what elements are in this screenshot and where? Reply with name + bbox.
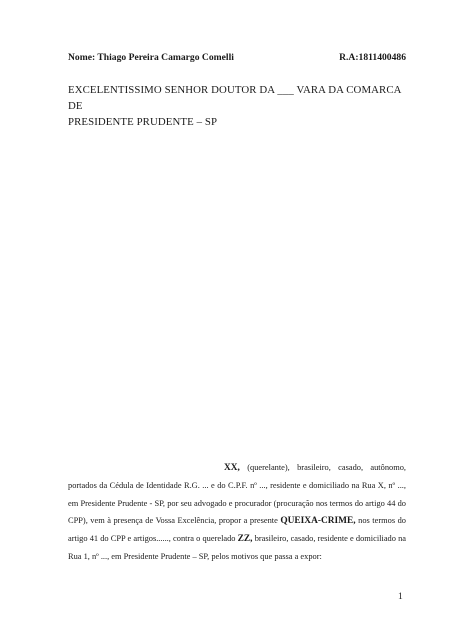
- plaintiff-name: XX,: [224, 463, 240, 473]
- student-ra: R.A:1811400486: [339, 52, 406, 63]
- document-header: [68, 52, 406, 63]
- court-addressing: [68, 82, 408, 130]
- author-name: Nome: Thiago Pereira Camargo Comelli: [68, 52, 234, 63]
- plaintiff-details: (querelante), brasileiro, casado, autônomo, portados da Cédula de Identidade R.G. ... e do C.P.F. nº ..., residente e domiciliado na Rua X, nº ..., em Presidente Prudente - SP, por seu advogado e procurador (procuração nos termos do artigo 44 do CPP), vem à presença de Vossa Excelência, propor a presente: [68, 463, 406, 525]
- legal-basis: nos termos do artigo 41 do CPP e artigos......, contra o querelado: [68, 515, 406, 544]
- court-addressing-line-2: PRESIDENTE PRUDENTE – SP: [68, 116, 218, 128]
- complaint-paragraph: [68, 459, 406, 566]
- complaint-type: QUEIXA-CRIME,: [280, 515, 356, 526]
- defendant-details: brasileiro, casado, residente e domiciliado na Rua 1, nº ..., em Presidente Prudente – SP, pelos motivos que passa a expor:: [68, 534, 406, 562]
- page-number: 1: [398, 592, 403, 602]
- defendant-name: ZZ,: [237, 534, 253, 545]
- court-addressing-line-1: EXCELENTISSIMO SENHOR DOUTOR DA ___ VARA DA COMARCA DE: [68, 84, 401, 112]
